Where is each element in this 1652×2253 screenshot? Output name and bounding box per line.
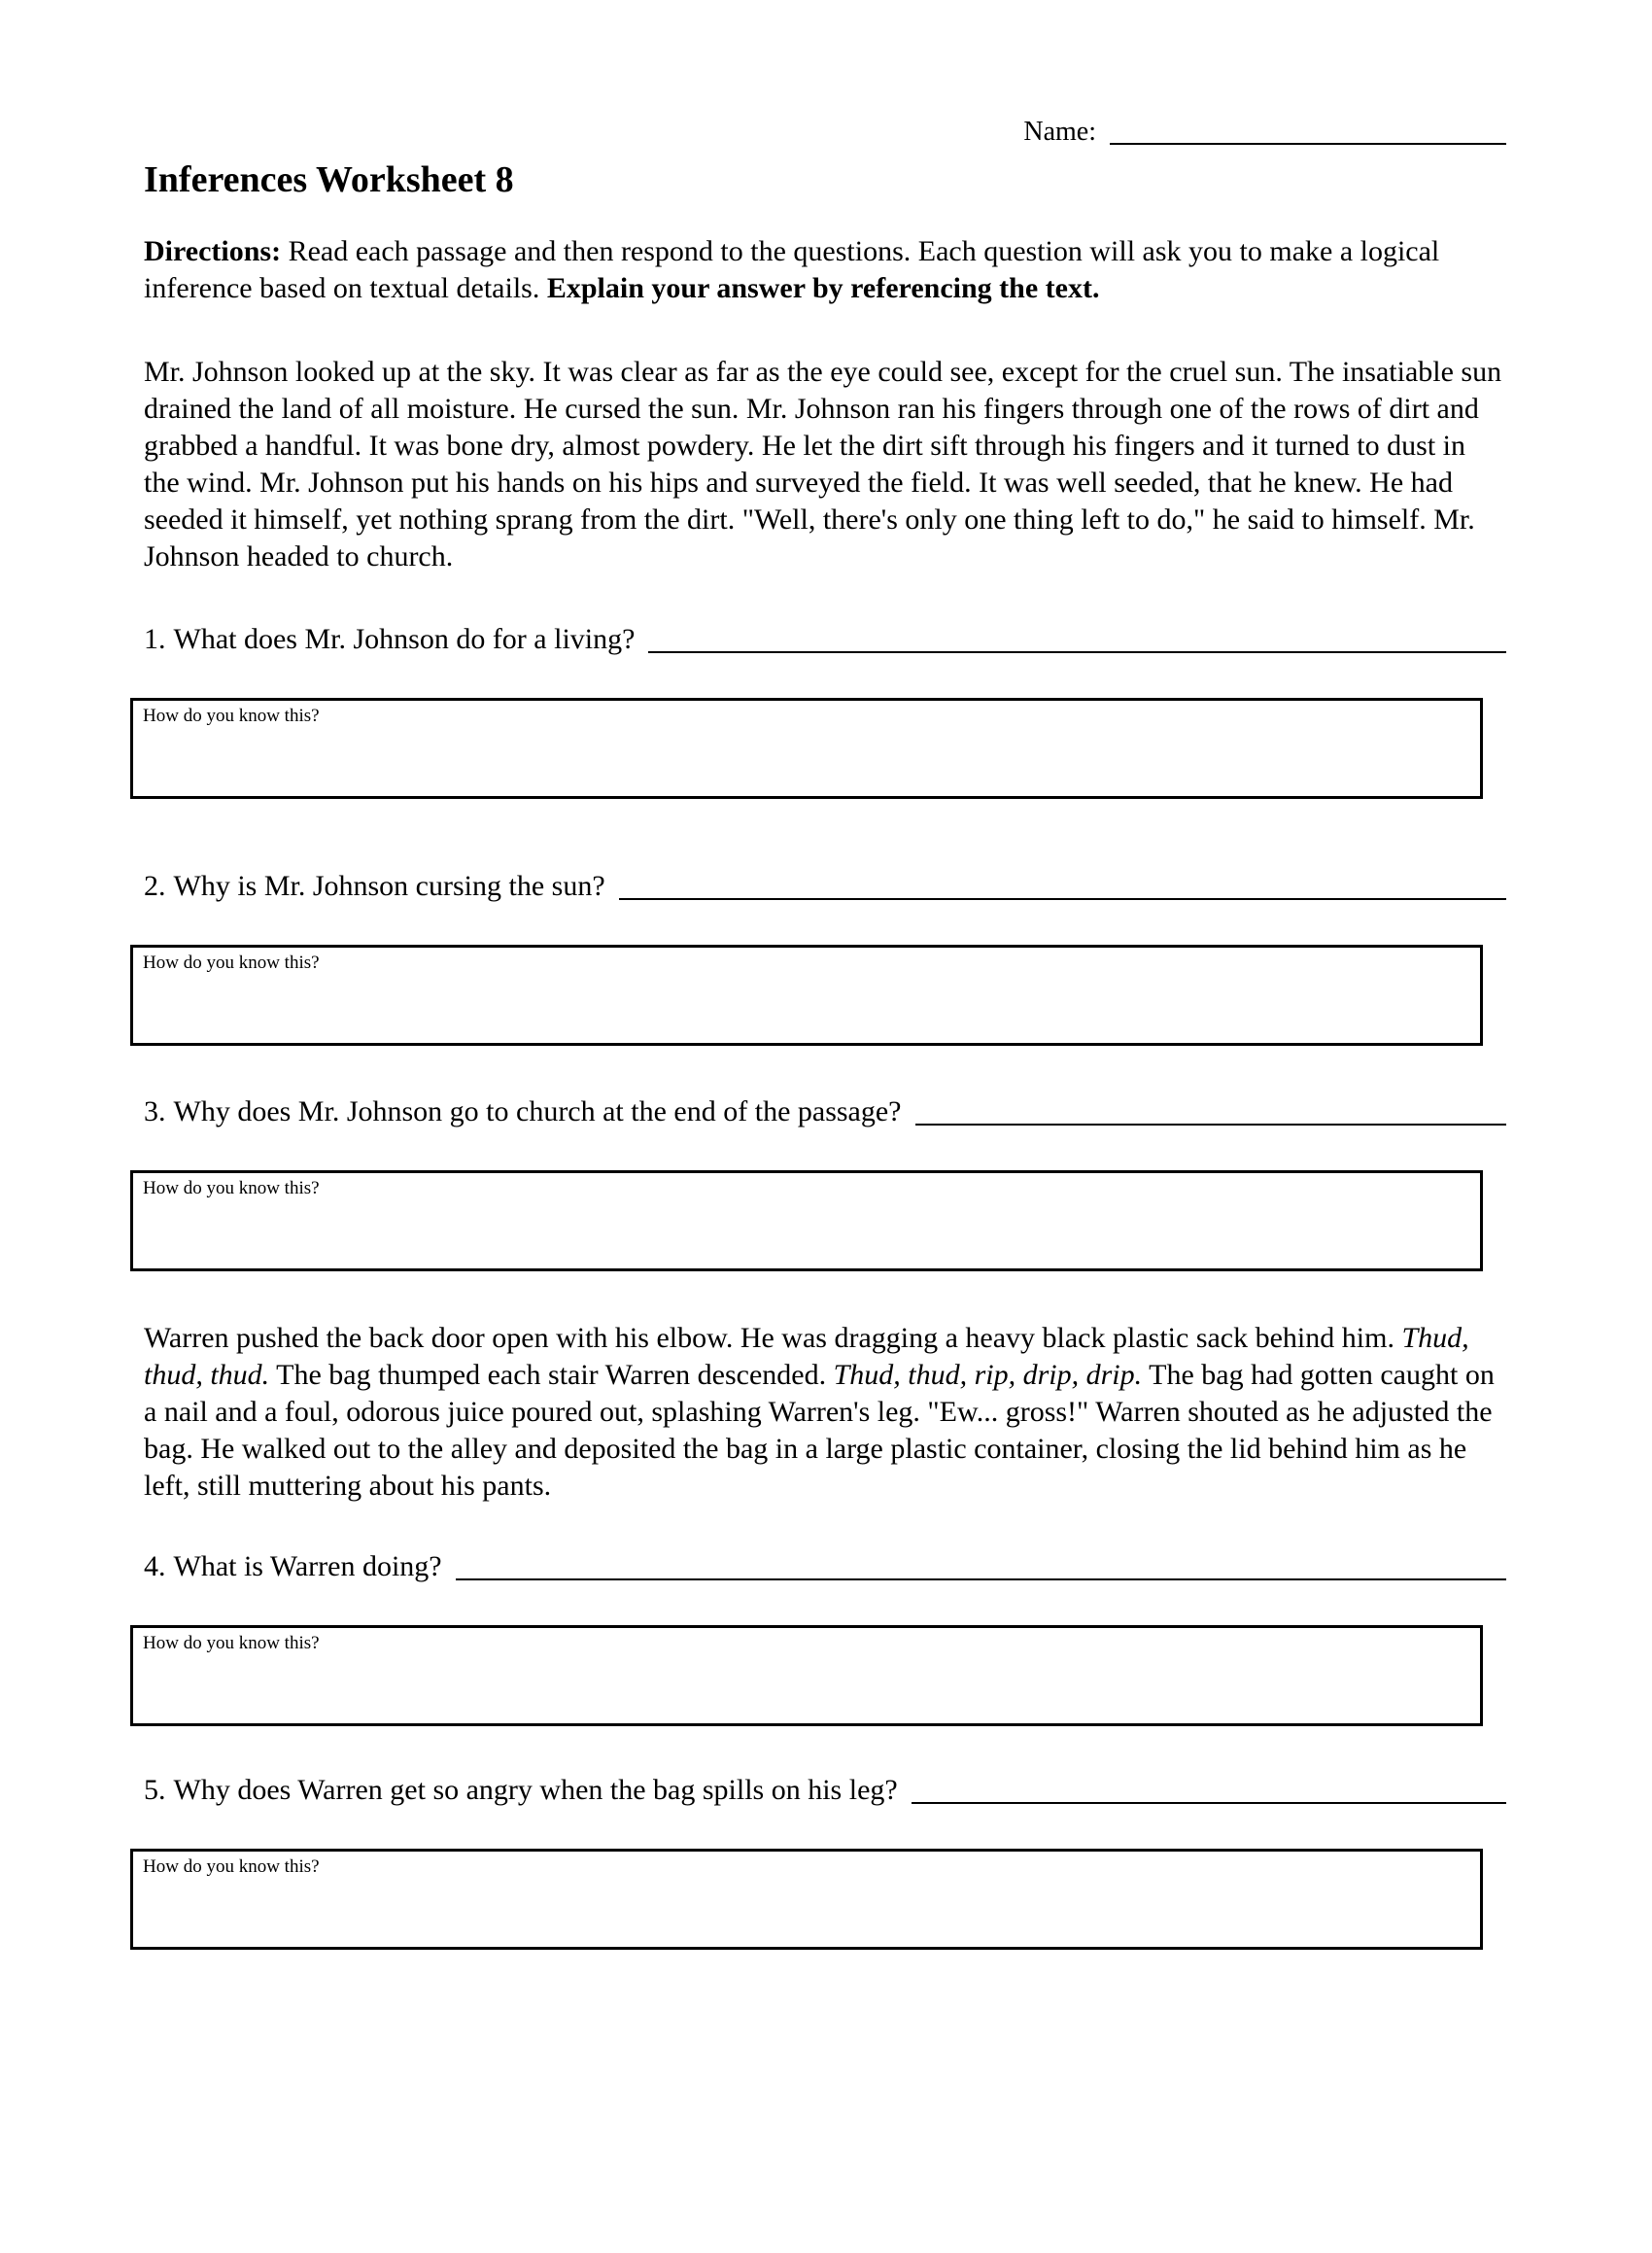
- passage-2-segment-5: The bag had gotten caught on a nail and a foul, odorous juice poured out, splashing Warren's leg. "Ew... gross!" Warren shouted as he adjusted the bag. He walked out to the alley and deposited the bag in a large plastic container, closing the lid behind him as he left, still muttering about his pants.: [144, 1359, 1495, 1502]
- question-3: [144, 1092, 1506, 1131]
- passage-2-segment-3: The bag thumped each stair Warren descended.: [269, 1359, 834, 1391]
- question-4-text: What is Warren doing?: [173, 1550, 442, 1582]
- question-4-answer-line[interactable]: [456, 1553, 1506, 1580]
- directions-body: Read each passage and then respond to the questions. Each question will ask you to make a logical inference based on textual details.: [144, 235, 1440, 304]
- directions-label: Directions:: [144, 235, 282, 267]
- question-1: [144, 620, 1506, 659]
- question-4-number: 4.: [144, 1550, 166, 1582]
- answer-box-2[interactable]: [130, 945, 1483, 1046]
- question-5-answer-line[interactable]: [912, 1777, 1506, 1804]
- name-label: Name:: [1023, 117, 1096, 147]
- passage-2-segment-2-italic: Thud, thud, thud.: [144, 1322, 1469, 1391]
- answer-box-1-label: How do you know this?: [143, 706, 320, 726]
- passage-1-text: Mr. Johnson looked up at the sky. It was clear as far as the eye could see, except for the cruel sun. The insatiable sun drained the land of all moisture. He cursed the sun. Mr. Johnson ran his fingers through one of the rows of dirt and grabbed a handful. It was bone dry, almost powdery. He let the dirt sift through his fingers and it turned to dust in the wind. Mr. Johnson put his hands on his hips and surveyed the field. It was well seeded, that he knew. He had seeded it himself, yet nothing sprang from the dirt. "Well, there's only one thing left to do," he said to himself. Mr. Johnson headed to church.: [144, 356, 1502, 572]
- answer-box-4[interactable]: [130, 1625, 1483, 1726]
- question-2: [144, 867, 1506, 906]
- answer-box-5[interactable]: [130, 1849, 1483, 1950]
- worksheet-page: [0, 115, 1652, 1950]
- answer-box-2-label: How do you know this?: [143, 953, 320, 973]
- directions: [144, 233, 1506, 307]
- passage-1: [144, 354, 1506, 575]
- question-3-answer-line[interactable]: [915, 1098, 1507, 1126]
- answer-box-5-label: How do you know this?: [143, 1856, 320, 1877]
- passage-2-segment-4-italic: Thud, thud, rip, drip, drip.: [833, 1359, 1143, 1391]
- question-5: [144, 1771, 1506, 1810]
- name-row: [144, 115, 1506, 150]
- name-blank-line[interactable]: [1110, 120, 1506, 145]
- passage-2: [144, 1320, 1506, 1505]
- question-2-number: 2.: [144, 870, 166, 902]
- question-2-answer-line[interactable]: [619, 873, 1506, 900]
- question-3-number: 3.: [144, 1095, 166, 1127]
- answer-box-3[interactable]: [130, 1170, 1483, 1271]
- passage-2-segment-1: Warren pushed the back door open with his elbow. He was dragging a heavy black plastic sack behind him.: [144, 1322, 1402, 1354]
- answer-box-4-label: How do you know this?: [143, 1633, 320, 1653]
- question-5-number: 5.: [144, 1774, 166, 1806]
- question-5-text: Why does Warren get so angry when the bag spills on his leg?: [173, 1774, 898, 1806]
- question-2-text: Why is Mr. Johnson cursing the sun?: [173, 870, 605, 902]
- question-3-text: Why does Mr. Johnson go to church at the end of the passage?: [173, 1095, 902, 1127]
- question-1-text: What does Mr. Johnson do for a living?: [173, 623, 636, 655]
- question-1-answer-line[interactable]: [648, 626, 1506, 653]
- answer-box-1[interactable]: [130, 698, 1483, 799]
- worksheet-title: Inferences Worksheet 8: [144, 159, 514, 200]
- question-1-number: 1.: [144, 623, 166, 655]
- directions-emphasis: Explain your answer by referencing the text.: [546, 272, 1100, 304]
- question-4: [144, 1547, 1506, 1586]
- answer-box-3-label: How do you know this?: [143, 1178, 320, 1198]
